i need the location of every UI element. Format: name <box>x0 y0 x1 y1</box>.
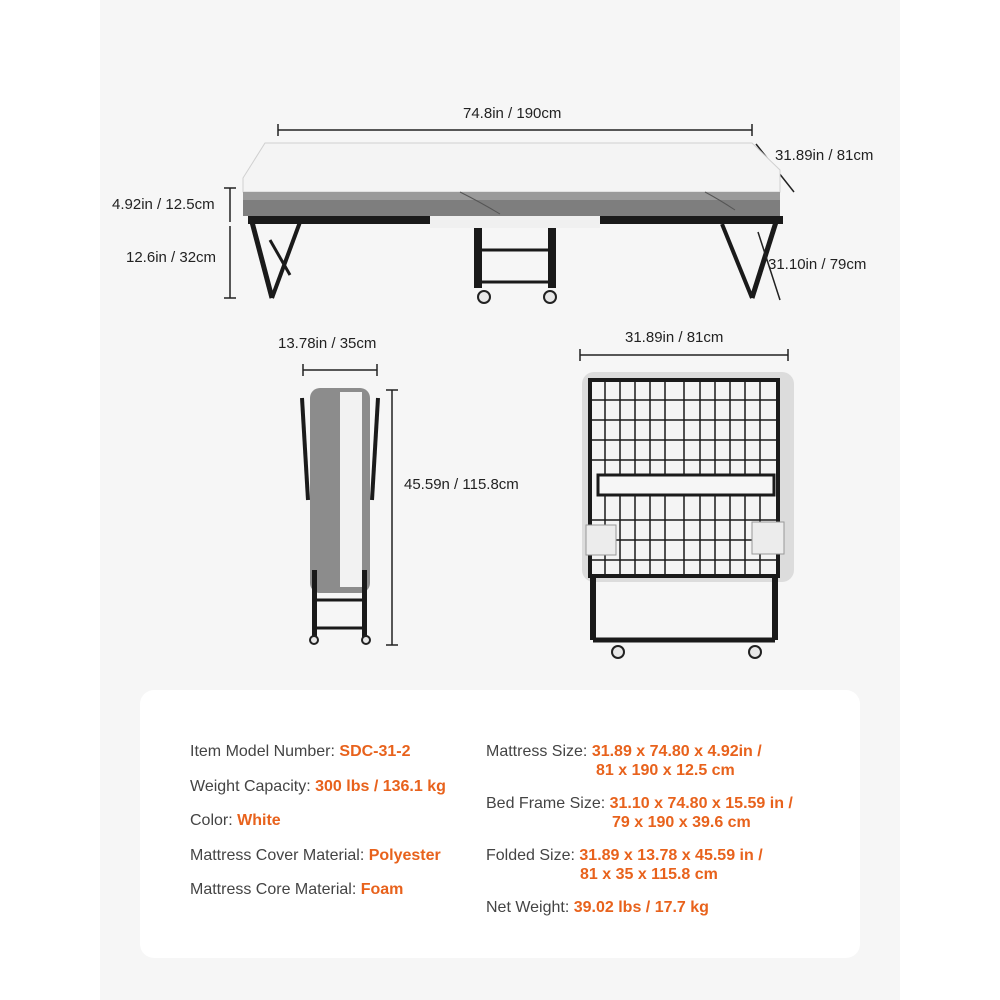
folded-side-view <box>302 364 398 645</box>
frame-width-label: 31.10in / 79cm <box>768 256 867 273</box>
spec-color: Color: White <box>190 812 281 829</box>
spec-core-material: Mattress Core Material: Foam <box>190 881 404 898</box>
spec-weight-capacity: Weight Capacity: 300 lbs / 136.1 kg <box>190 778 446 795</box>
mattress-thickness-label: 4.92in / 12.5cm <box>112 196 215 213</box>
folded-front-view <box>580 349 794 658</box>
folded-width-label: 31.89in / 81cm <box>625 329 724 346</box>
spec-mattress-size: Mattress Size: 31.89 x 74.80 x 4.92in / 81 x 190 x 12.5 cm <box>486 743 762 779</box>
leg-height-label: 12.6in / 32cm <box>126 249 217 266</box>
bed-width-label: 31.89in / 81cm <box>775 147 874 164</box>
bed-length-label: 74.8in / 190cm <box>463 105 562 122</box>
spec-net-weight: Net Weight: 39.02 lbs / 17.7 kg <box>486 899 709 916</box>
spec-frame-size: Bed Frame Size: 31.10 x 74.80 x 15.59 in / 79 x 190 x 39.6 cm <box>486 795 793 831</box>
spec-model-number: Item Model Number: SDC-31-2 <box>190 743 411 760</box>
spec-folded-size: Folded Size: 31.89 x 13.78 x 45.59 in / 81 x 35 x 115.8 cm <box>486 847 763 883</box>
folded-height-label: 45.59n / 115.8cm <box>404 476 519 493</box>
unfolded-bed <box>224 124 794 303</box>
folded-depth-label: 13.78in / 35cm <box>278 335 377 352</box>
spec-cover-material: Mattress Cover Material: Polyester <box>190 847 441 864</box>
